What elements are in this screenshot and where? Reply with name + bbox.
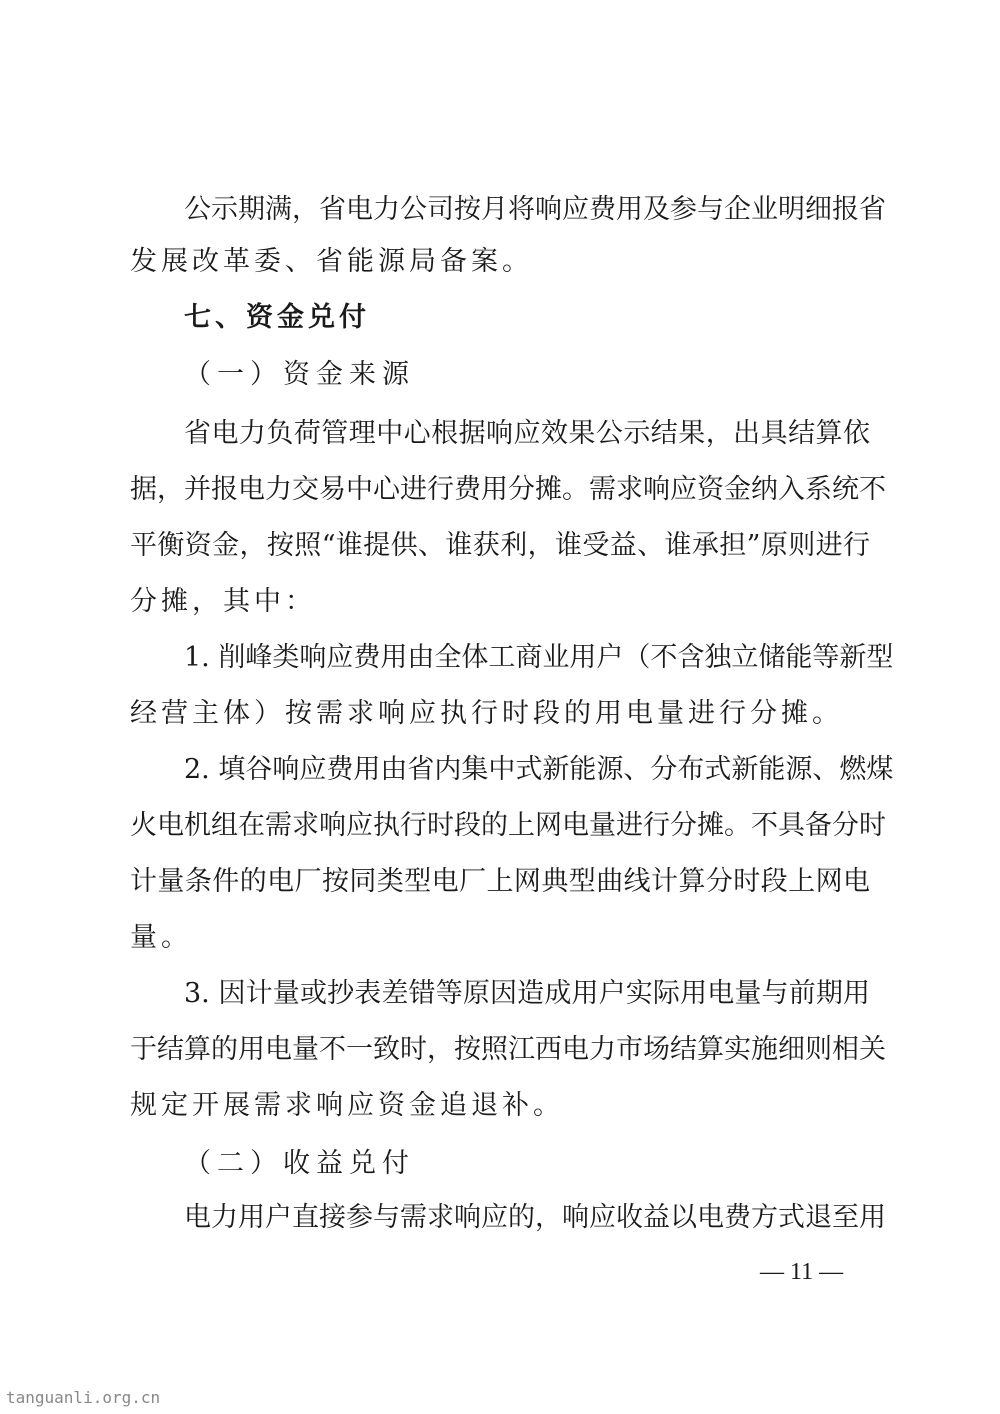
paragraph-line: 据，并报电力交易中心进行费用分摊。需求响应资金纳入系统不	[130, 474, 886, 505]
paragraph-line: 发展改革委、省能源局备案。	[130, 246, 533, 277]
subsection-heading: （一）资金来源	[184, 359, 415, 390]
list-item-line: 经营主体）按需求响应执行时段的用电量进行分摊。	[130, 698, 843, 729]
page-number: — 11 —	[760, 1259, 844, 1285]
list-item-line: 量。	[130, 922, 192, 953]
paragraph-line: 公示期满，省电力公司按月将响应费用及参与企业明细报省	[184, 194, 886, 225]
list-item-line: 火电机组在需求响应执行时段的上网电量进行分摊。不具备分时	[130, 810, 886, 841]
watermark: tanguanli.org.cn	[6, 1388, 161, 1407]
list-item-line: 3. 因计量或抄表差错等原因造成用户实际用电量与前期用	[184, 978, 870, 1009]
list-item-line: 于结算的用电量不一致时，按照江西电力市场结算实施细则相关	[130, 1034, 886, 1065]
list-item-line: 2. 填谷响应费用由省内集中式新能源、分布式新能源、燃煤	[184, 754, 894, 785]
list-item-line: 1. 削峰类响应费用由全体工商业用户（不含独立储能等新型	[184, 642, 894, 673]
paragraph-line: 平衡资金，按照“谁提供、谁获利，谁受益、谁承担”原则进行	[130, 530, 870, 561]
list-item-line: 规定开展需求响应资金追退补。	[130, 1090, 564, 1121]
paragraph-line: 分摊，其中：	[130, 586, 316, 617]
subsection-heading: （二）收益兑付	[184, 1148, 415, 1179]
paragraph-line: 电力用户直接参与需求响应的，响应收益以电费方式退至用	[184, 1202, 886, 1233]
paragraph-line: 省电力负荷管理中心根据响应效果公示结果，出具结算依	[184, 418, 870, 449]
section-heading: 七、资金兑付	[184, 302, 370, 333]
list-item-line: 计量条件的电厂按同类型电厂上网典型曲线计算分时段上网电	[130, 866, 870, 897]
